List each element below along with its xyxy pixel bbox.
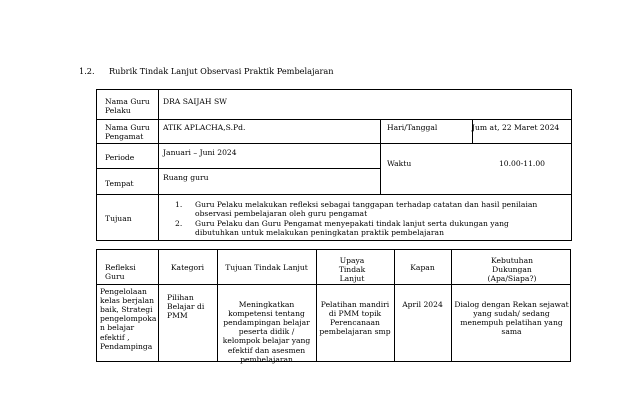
- row-refleksi: Pengelolaan kelas berjalan baik, Strategi pengelompoka n belajar efektif , Pendampinga: [100, 287, 157, 351]
- col-divider: [158, 90, 159, 240]
- waktu-value: 10.00-11.00: [498, 159, 546, 168]
- tujuan-item: 2. Guru Pelaku dan Guru Pengamat menyepakati tindak lanjut serta dukungan yang dibutuhkan untuk melakukan peningkatan praktik pembelajaran: [175, 219, 509, 238]
- row-upaya: Pelatihan mandiri di PMM topik Perencanaan pembelajaran smp: [319, 300, 391, 337]
- periode-value: Januari – Juni 2024: [163, 148, 237, 157]
- row-kapan: April 2024: [402, 300, 443, 309]
- waktu-label: Waktu: [387, 159, 412, 168]
- tujuan-item: 1. Guru Pelaku melakukan refleksi sebagai tanggapan terhadap catatan dan hasil penilaian observasi pembelajaran oleh guru pengamat: [175, 200, 538, 219]
- col-divider: [316, 250, 317, 361]
- header-refleksi: Refleksi Guru: [105, 263, 136, 282]
- tempat-value: Ruang guru: [163, 173, 209, 182]
- header-kapan: Kapan: [410, 263, 435, 272]
- tujuan-list-wrap: [167, 200, 547, 238]
- observation-info-table: [96, 89, 572, 241]
- header-kategori: Kategori: [170, 263, 205, 272]
- section-number: 1.2.: [79, 66, 95, 76]
- row-divider: [97, 194, 571, 195]
- tempat-label: Tempat: [105, 179, 134, 188]
- guru-pelaku-label: Nama Guru Pelaku: [105, 97, 150, 116]
- hari-label: Hari/Tanggal: [387, 123, 438, 132]
- row-kategori: Pilihan Belajar di PMM: [167, 293, 205, 321]
- followup-table: [96, 249, 571, 362]
- header-kebutuhan: Kebutuhan Dukungan (Apa/Siapa?): [487, 256, 537, 284]
- section-title: Rubrik Tindak Lanjut Observasi Praktik Pembelajaran: [109, 66, 334, 76]
- tujuan-list: [167, 200, 547, 237]
- header-divider: [97, 284, 570, 285]
- guru-pengamat-value: ATIK APLACHA,S.Pd.: [163, 123, 246, 132]
- row-divider: [97, 143, 571, 144]
- guru-pelaku-value: DRA SAIJAH SW: [163, 97, 227, 106]
- header-tujuan: Tujuan Tindak Lanjut: [225, 263, 308, 272]
- guru-pengamat-label: Nama Guru Pengamat: [105, 123, 150, 142]
- row-tujuan: Meningkatkan kompetensi tentang pendampingan belajar peserta didik / kelompok belajar yang efektif dan asesmen pembelajaran: [222, 300, 311, 364]
- section-heading: [79, 67, 334, 77]
- row-divider: [97, 119, 571, 120]
- row-divider: [97, 168, 380, 169]
- col-divider: [380, 119, 381, 194]
- row-kebutuhan: Dialog dengan Rekan sejawat yang sudah/ sedang menempuh pelatihan yang sama: [454, 300, 569, 337]
- hari-value: Jum at, 22 Maret 2024: [472, 123, 560, 132]
- col-divider: [451, 250, 452, 361]
- periode-label: Periode: [105, 153, 135, 162]
- header-upaya: Upaya Tindak Lanjut: [338, 256, 366, 284]
- tujuan-label: Tujuan: [105, 214, 132, 223]
